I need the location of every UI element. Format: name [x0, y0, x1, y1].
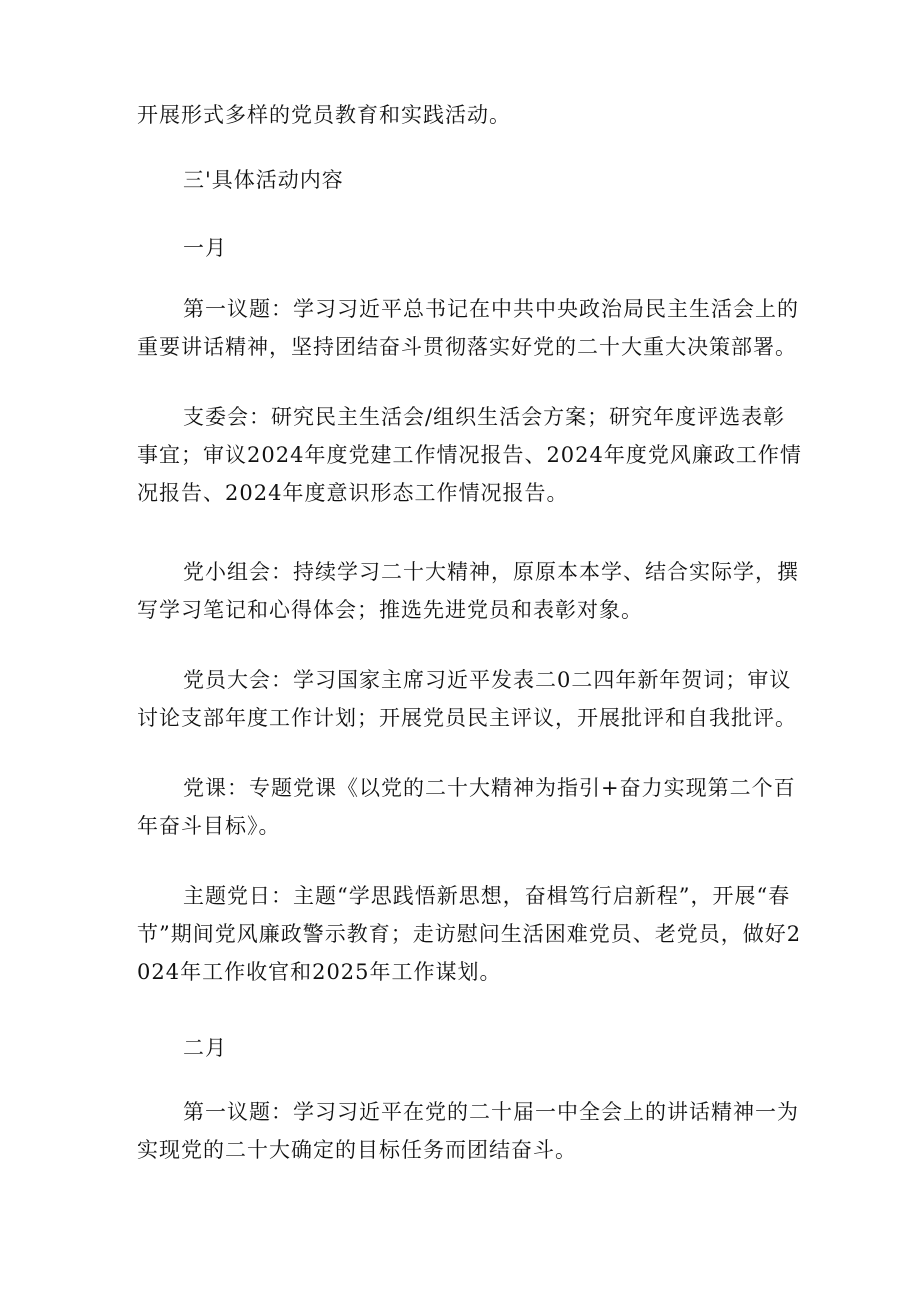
- section-heading: 三'具体活动内容: [183, 168, 344, 192]
- january-party-lecture-paragraph: 党课：专题党课《以党的二十大精神为指引+奋力实现第二个百年奋斗目标》。: [137, 776, 796, 838]
- january-group-meeting-paragraph: 党小组会：持续学习二十大精神，原原本本学、结合实际学，撰写学习笔记和心得体会；推选先进党员和表彰对象。: [137, 560, 799, 622]
- january-topic-paragraph: 第一议题：学习习近平总书记在中共中央政治局民主生活会上的重要讲话精神，坚持团结奋斗贯彻落实好党的二十大重大决策部署。: [137, 297, 799, 359]
- january-committee-paragraph: 支委会：研究民主生活会/组织生活会方案；研究年度评选表彰事宜；审议2024年度党建工作情况报告、2024年度党风廉政工作情况报告、2024年度意识形态工作情况报告。: [137, 405, 802, 505]
- january-heading: 一月: [183, 236, 227, 260]
- february-heading: 二月: [183, 1036, 227, 1060]
- january-general-meeting-paragraph: 党员大会：学习国家主席习近平发表二0二四年新年贺词；审议讨论支部年度工作计划；开展党员民主评议，开展批评和自我批评。: [137, 668, 797, 730]
- january-theme-day-paragraph: 主题党日：主题“学思践悟新思想，奋楫笃行启新程”，开展“春节”期间党风廉政警示教育；走访慰问生活困难党员、老党员，做好2024年工作收官和2025年工作谋划。: [137, 884, 802, 984]
- february-topic-paragraph: 第一议题：学习习近平在党的二十届一中全会上的讲话精神一为实现党的二十大确定的目标任务而团结奋斗。: [137, 1100, 799, 1162]
- lead-paragraph: 开展形式多样的党员教育和实践活动。: [137, 103, 511, 127]
